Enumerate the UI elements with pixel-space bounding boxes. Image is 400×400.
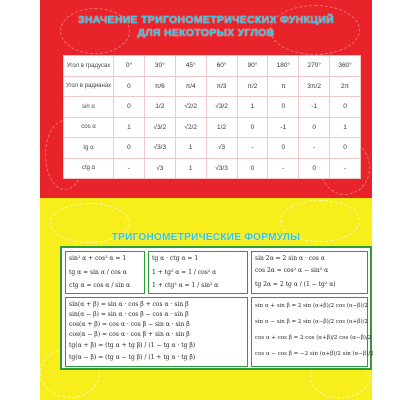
table-cell: 1/2 <box>206 117 237 138</box>
table-cell: 0 <box>114 76 145 97</box>
table-cell: √2/2 <box>175 97 206 118</box>
table-cell: π/4 <box>175 76 206 97</box>
poster <box>40 0 372 400</box>
formula-line: sin 2α = 2 sin α · cos α <box>255 255 325 262</box>
top-title-line2: ДЛЯ НЕКОТОРЫХ УГЛОВ <box>137 27 275 39</box>
formula-line: 1 + tg² α = 1 / cos² α <box>152 269 217 276</box>
formula-line: cos(α − β) = cos α · cos β + sin α · sin β <box>69 331 190 338</box>
formula-line: sin(α − β) = sin α · cos β − cos α · sin β <box>69 311 189 318</box>
formula-line: tg 2α = 2 tg α / (1 − tg² α) <box>255 281 336 288</box>
table-cell: 270° <box>299 56 330 77</box>
table-cell: - <box>268 158 299 179</box>
formula-line: sin α − sin β = 2 sin (α−β)/2 cos (α+β)/2 <box>255 319 368 325</box>
row-header: Угол в градусах <box>64 56 114 77</box>
table-cell: 2π <box>330 76 361 97</box>
table-cell: 1 <box>175 138 206 159</box>
formula-box-identities <box>65 251 145 294</box>
formula-line: cos 2α = cos² α − sin² α <box>255 267 329 274</box>
table-row <box>64 56 361 77</box>
table-cell: √3/2 <box>206 97 237 118</box>
formula-line: cos α − cos β = −2 sin (α+β)/2 sin (α−β)/2 <box>255 351 374 357</box>
table-cell: π/3 <box>206 76 237 97</box>
table-cell: 0 <box>114 97 145 118</box>
trig-values-table <box>63 55 361 179</box>
table-cell: √3/2 <box>144 117 175 138</box>
formula-line: tg α = sin α / cos α <box>69 269 127 276</box>
row-header: Угол в радианах <box>64 76 114 97</box>
row-header: tg α <box>64 138 114 159</box>
table-cell: - <box>330 158 361 179</box>
table-cell: √3/3 <box>144 138 175 159</box>
table-cell: 0 <box>268 97 299 118</box>
table-cell: 0 <box>237 158 268 179</box>
table-row <box>64 97 361 118</box>
formula-line: sin(α + β) = sin α · cos β + cos α · sin β <box>69 301 189 308</box>
table-cell: √3 <box>206 138 237 159</box>
row-header: cos α <box>64 117 114 138</box>
table-cell: √3 <box>144 158 175 179</box>
table-cell: π/2 <box>237 76 268 97</box>
formula-line: sin² α + cos² α = 1 <box>69 255 127 262</box>
table-cell: 1 <box>330 117 361 138</box>
formula-box-double-angle <box>251 251 368 294</box>
table-row <box>64 76 361 97</box>
table-cell: π/6 <box>144 76 175 97</box>
table-row <box>64 117 361 138</box>
formula-line: tg α · ctg α = 1 <box>152 255 199 262</box>
table-cell: 45° <box>175 56 206 77</box>
formula-line: 1 + ctg² α = 1 / sin² α <box>152 282 219 289</box>
table-cell: 1/2 <box>144 97 175 118</box>
bottom-title: ТРИГОНОМЕТРИЧЕСКИЕ ФОРМУЛЫ <box>111 232 301 243</box>
formula-line: tg(α − β) = (tg α − tg β) / (1 + tg α · tg β) <box>69 354 196 361</box>
table-cell: 0 <box>330 138 361 159</box>
formula-line: cos α + cos β = 2 cos (α+β)/2 cos (α−β)/2 <box>255 335 372 341</box>
table-cell: -1 <box>299 97 330 118</box>
formula-line: tg(α + β) = (tg α + tg β) / (1 − tg α · tg β) <box>69 342 196 349</box>
top-title <box>40 14 372 40</box>
formula-box-sum-difference <box>65 297 248 367</box>
table-cell: √2/2 <box>175 117 206 138</box>
formula-line: cos(α + β) = cos α · cos β − sin α · sin β <box>69 321 190 328</box>
table-cell: 90° <box>237 56 268 77</box>
table-cell: 60° <box>206 56 237 77</box>
table-cell: 0 <box>237 117 268 138</box>
table-cell: 0 <box>299 117 330 138</box>
formula-line: ctg α = cos α / sin α <box>69 282 131 289</box>
formula-panel <box>60 246 372 370</box>
table-cell: - <box>299 138 330 159</box>
table-cell: -1 <box>268 117 299 138</box>
table-cell: 30° <box>144 56 175 77</box>
table-cell: - <box>237 138 268 159</box>
table-cell: 360° <box>330 56 361 77</box>
table-cell: 0° <box>114 56 145 77</box>
table-row <box>64 158 361 179</box>
table-row <box>64 138 361 159</box>
row-header: ctg α <box>64 158 114 179</box>
formula-line: sin α + sin β = 2 sin (α+β)/2 cos (α−β)/2 <box>255 303 368 309</box>
table-cell: - <box>114 158 145 179</box>
table-cell: 1 <box>114 117 145 138</box>
table-cell: 180° <box>268 56 299 77</box>
table-cell: 0 <box>299 158 330 179</box>
table-cell: π <box>268 76 299 97</box>
table-cell: 0 <box>114 138 145 159</box>
table-cell: 0 <box>268 138 299 159</box>
table-cell: 0 <box>330 97 361 118</box>
table-cell: 1 <box>175 158 206 179</box>
row-header: sin α <box>64 97 114 118</box>
formula-box-tangent <box>148 251 248 294</box>
formula-box-sum-to-product <box>251 297 374 367</box>
top-title-line1: ЗНАЧЕНИЕ ТРИГОНОМЕТРИЧЕСКИХ ФУНКЦИЙ <box>78 14 334 26</box>
table-cell: 1 <box>237 97 268 118</box>
table-cell: 3π/2 <box>299 76 330 97</box>
table-cell: √3/3 <box>206 158 237 179</box>
